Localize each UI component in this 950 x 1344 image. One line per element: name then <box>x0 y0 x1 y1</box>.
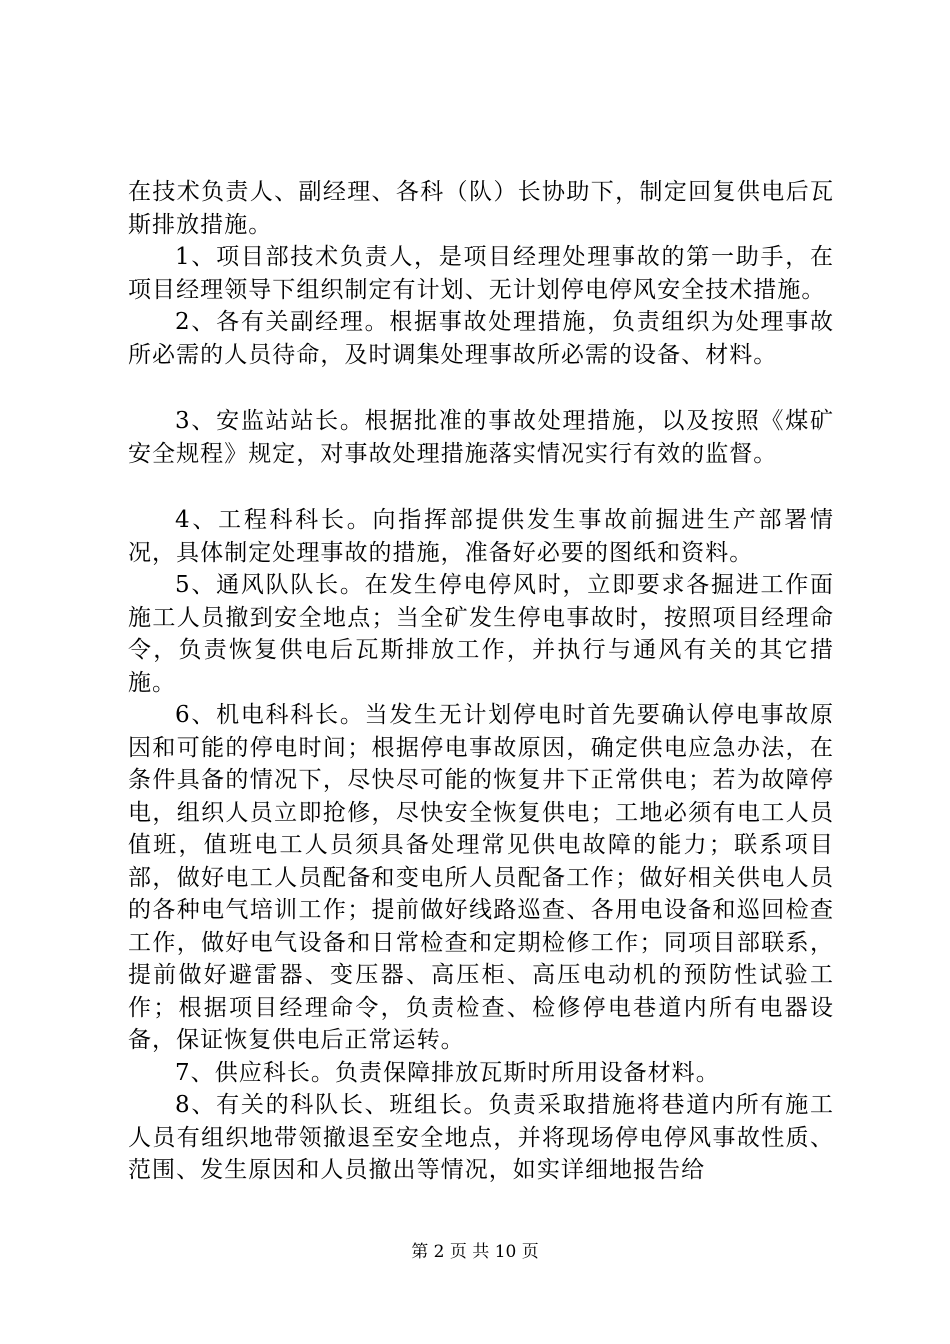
document-body <box>128 176 834 1187</box>
paragraph-item-7: 7、供应科长。负责保障排放瓦斯时所用设备材料。 <box>175 1059 720 1086</box>
paragraph-gap <box>128 470 834 504</box>
paragraph-gap <box>128 371 834 405</box>
paragraph-item-6: 6、机电科科长。当发生无计划停电时首先要确认停电事故原因和可能的停电时间；根据停电事故原因，确定供电应急办法，在条件具备的情况下，尽快尽可能的恢复井下正常供电；若为故障停电，组织人员立即抢修，尽快安全恢复供电；工地必须有电工人员值班，值班电工人员须具备处理常见供电故障的能力；联系项目部，做好电工人员配备和变电所人员配备工作；做好相关供电人员的各种电气培训工作；提前做好线路巡查、各用电设备和巡回检查工作，做好电气设备和日常检查和定期检修工作；同项目部联系，提前做好避雷器、变压器、高压柜、高压电动机的预防性试验工作；根据项目经理命令，负责检查、检修停电巷道内所有电器设备，保证恢复供电后正常运转。 <box>128 702 834 1053</box>
page-number-footer: 第 2 页 共 10 页 <box>411 1242 539 1262</box>
paragraph-continuation: 在技术负责人、副经理、各科（队）长协助下，制定回复供电后瓦斯排放措施。 <box>128 179 834 238</box>
paragraph-item-1: 1、项目部技术负责人，是项目经理处理事故的第一助手，在项目经理领导下组织制定有计划、无计划停电停风安全技术措施。 <box>128 244 834 303</box>
paragraph-item-4: 4、工程科科长。向指挥部提供发生事故前掘进生产部署情况，具体制定处理事故的措施，准备好必要的图纸和资料。 <box>128 507 834 566</box>
paragraph-item-5: 5、通风队队长。在发生停电停风时，立即要求各掘进工作面施工人员撤到安全地点；当全矿发生停电事故时，按照项目经理命令，负责恢复供电后瓦斯排放工作，并执行与通风有关的其它措施。 <box>128 572 834 696</box>
paragraph-item-8: 8、有关的科队长、班组长。负责采取措施将巷道内所有施工人员有组织地带领撤退至安全地点，并将现场停电停风事故性质、范围、发生原因和人员撤出等情况，如实详细地报告给 <box>128 1092 834 1183</box>
paragraph-item-2: 2、各有关副经理。根据事故处理措施，负责组织为处理事故所必需的人员待命，及时调集处理事故所必需的设备、材料。 <box>128 309 834 368</box>
paragraph-item-3: 3、安监站站长。根据批准的事故处理措施，以及按照《煤矿安全规程》规定，对事故处理措施落实情况实行有效的监督。 <box>128 408 834 467</box>
